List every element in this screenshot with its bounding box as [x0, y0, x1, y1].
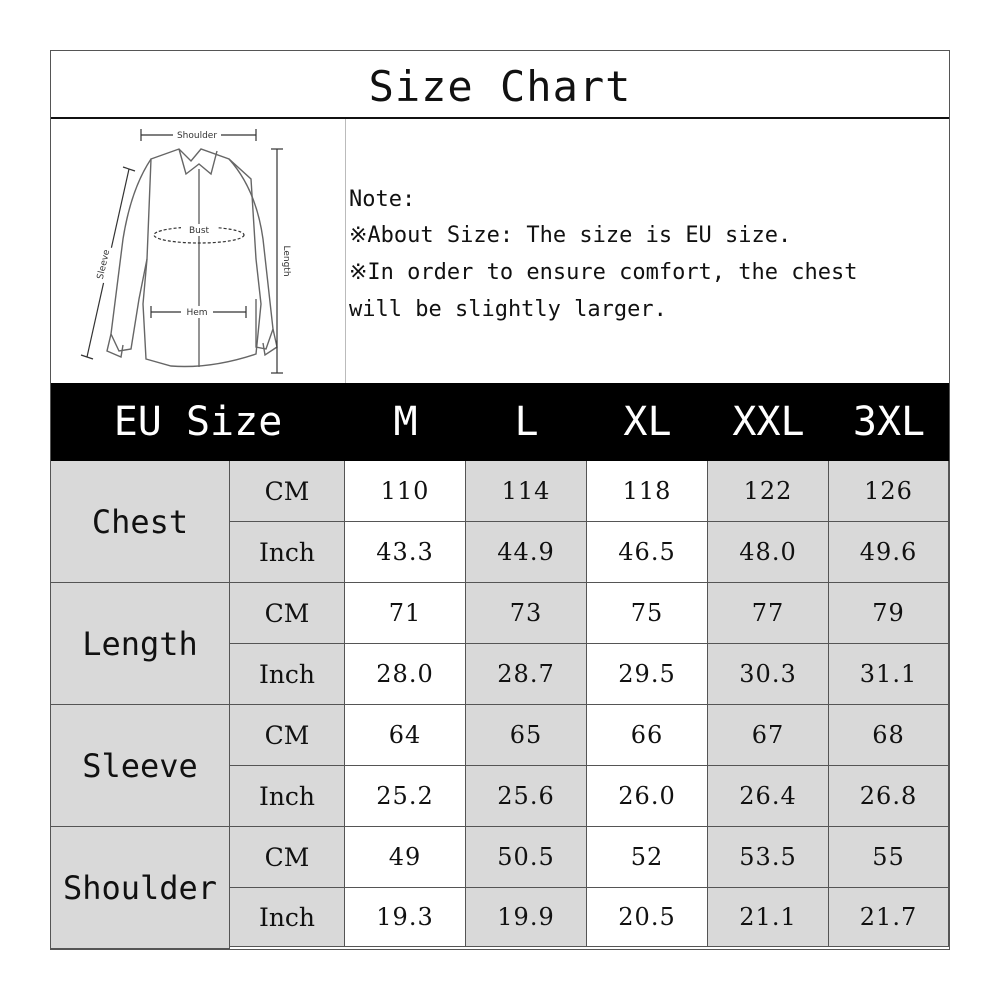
sleeve-inch-3xl-value: 26.8 [829, 766, 949, 827]
shoulder-cm-xxl-value: 53.5 [708, 827, 829, 888]
length-cm-m-value: 71 [345, 583, 466, 644]
shoulder-cm-unit: CM [230, 827, 345, 888]
length-inch-m-value: 28.0 [345, 644, 466, 705]
shoulder-inch-l-value: 19.9 [466, 888, 587, 947]
chest-cm-xl-value: 118 [587, 461, 708, 522]
note-panel [346, 119, 949, 383]
sleeve-cm-m-value: 64 [345, 705, 466, 766]
note-line-comfort-cont: will be slightly larger. [349, 297, 667, 322]
chest-inch-xxl-value: 48.0 [708, 522, 829, 583]
sleeve-cm-l-value: 65 [466, 705, 587, 766]
size-3xl-header: 3XL [852, 399, 926, 445]
length-inch-3xl-value: 31.1 [829, 644, 949, 705]
note-line-comfort: ※In order to ensure comfort, the chest [349, 260, 858, 285]
chest-inch-m-value: 43.3 [345, 522, 466, 583]
shoulder-cm-l-value: 50.5 [466, 827, 587, 888]
sleeve-inch-xxl-value: 26.4 [708, 766, 829, 827]
sleeve-row-label: Sleeve [51, 705, 230, 827]
chest-cm-l-value: 114 [466, 461, 587, 522]
label-sleeve: Sleeve [95, 248, 113, 281]
chest-cm-unit: CM [230, 461, 345, 522]
size-l-header: L [514, 399, 539, 445]
size-header-row [51, 383, 949, 461]
sleeve-cm-3xl-value: 68 [829, 705, 949, 766]
sleeve-inch-m-value: 25.2 [345, 766, 466, 827]
chest-inch-l-value: 44.9 [466, 522, 587, 583]
chest-cm-3xl-value: 126 [829, 461, 949, 522]
note-heading: Note: [349, 187, 416, 212]
size-chart [50, 50, 950, 950]
sleeve-cm-xl-value: 66 [587, 705, 708, 766]
length-inch-unit: Inch [230, 644, 345, 705]
sleeve-cm-xxl-value: 67 [708, 705, 829, 766]
chest-inch-3xl-value: 49.6 [829, 522, 949, 583]
size-m-header: M [393, 399, 418, 445]
length-cm-l-value: 73 [466, 583, 587, 644]
sleeve-cm-unit: CM [230, 705, 345, 766]
shoulder-cm-m-value: 49 [345, 827, 466, 888]
length-inch-xxl-value: 30.3 [708, 644, 829, 705]
shoulder-inch-xl-value: 20.5 [587, 888, 708, 947]
title-row [51, 51, 949, 119]
sleeve-inch-l-value: 25.6 [466, 766, 587, 827]
shoulder-row-label: Shoulder [51, 827, 230, 949]
shoulder-inch-m-value: 19.3 [345, 888, 466, 947]
note-line-size: ※About Size: The size is EU size. [349, 223, 792, 248]
eu-size-label: EU Size [113, 399, 283, 445]
label-hem: Hem [186, 308, 208, 318]
label-length: Length [281, 245, 291, 277]
chest-inch-xl-value: 46.5 [587, 522, 708, 583]
shoulder-cm-xl-value: 52 [587, 827, 708, 888]
shirt-diagram [51, 119, 346, 383]
size-xxl-header: XXL [732, 399, 805, 445]
length-cm-3xl-value: 79 [829, 583, 949, 644]
shoulder-cm-3xl-value: 55 [829, 827, 949, 888]
label-shoulder: Shoulder [176, 131, 218, 141]
length-cm-xl-value: 75 [587, 583, 708, 644]
shoulder-inch-xxl-value: 21.1 [708, 888, 829, 947]
shirt-illustration [51, 119, 345, 383]
chest-row-label: Chest [51, 461, 230, 583]
length-inch-l-value: 28.7 [466, 644, 587, 705]
length-cm-xxl-value: 77 [708, 583, 829, 644]
sleeve-inch-unit: Inch [230, 766, 345, 827]
chest-cm-m-value: 110 [345, 461, 466, 522]
chest-cm-xxl-value: 122 [708, 461, 829, 522]
shoulder-inch-unit: Inch [230, 888, 345, 947]
label-bust: Bust [188, 226, 210, 236]
length-row-label: Length [51, 583, 230, 705]
length-inch-xl-value: 29.5 [587, 644, 708, 705]
shoulder-inch-3xl-value: 21.7 [829, 888, 949, 947]
measurement-table [51, 461, 949, 949]
chart-title: Size Chart [368, 61, 632, 111]
size-xl-header: XL [623, 399, 672, 445]
sleeve-inch-xl-value: 26.0 [587, 766, 708, 827]
length-cm-unit: CM [230, 583, 345, 644]
chest-inch-unit: Inch [230, 522, 345, 583]
